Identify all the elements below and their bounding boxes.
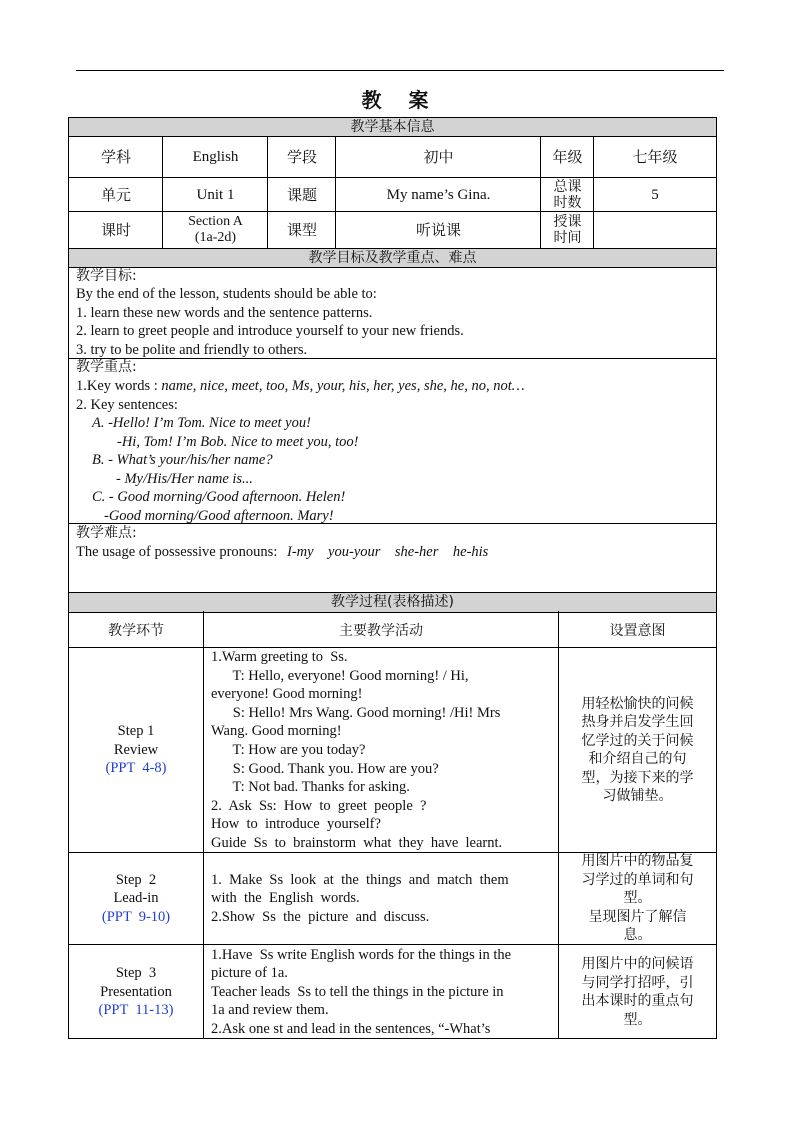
intent-line: 用图片中的问候语 (581, 956, 694, 972)
step-intent (559, 853, 716, 944)
basic-info-cell: 学段 (286, 148, 317, 166)
activity-line: T: Hello, everyone! Good morning! / Hi, (211, 667, 469, 684)
activity-line: 2.Ask one st and lead in the sentences, “-What’s (211, 1020, 491, 1037)
step-intent (559, 945, 716, 1039)
step: Step 1 (117, 723, 155, 740)
key-words: name, nice, meet, too, Ms, your, his, her, yes, she, he, no, not… (161, 378, 525, 394)
section-header-basic-info: 教学基本信息 (69, 118, 716, 137)
step-stage-cell (69, 648, 203, 852)
intent-line: 型。 (623, 1011, 652, 1028)
key-sentence: C. - Good morning/Good afternoon. Helen! (92, 489, 346, 505)
basic-info-cell: 课题 (286, 185, 317, 204)
basic-info-cell: English (192, 149, 239, 165)
basic-info-cell: 单元 (100, 185, 131, 204)
step-activities (211, 648, 551, 853)
key-sentence: -Good morning/Good afternoon. Mary! (104, 507, 334, 524)
basic-info-cell: 授课 时间 (553, 214, 582, 246)
key-sentence: A. -Hello! I’m Tom. Nice to meet you! (92, 415, 311, 431)
goal-label: 教学目标: (76, 268, 137, 284)
basic-info-cell: 年级 (552, 148, 583, 166)
step-stage-cell (69, 853, 203, 944)
basic-info-cell: 学科 (100, 148, 131, 166)
difficult-label: 教学难点: (76, 525, 137, 541)
activity-line: S: Hello! Mrs Wang. Good morning! /Hi! Mrs (211, 704, 501, 721)
difficult-line (76, 543, 716, 562)
step: Step 3 (115, 965, 157, 982)
activity-line: 2.Show Ss the picture and discuss. (211, 908, 430, 925)
step-name: Presentation (100, 983, 172, 1000)
basic-info-cell: 七年级 (632, 148, 678, 166)
intent-line: 与同学打招呼，引 (581, 974, 694, 991)
activity-line: S: Good. Thank you. How are you? (211, 760, 439, 777)
key-words-prefix: 1.Key words : (76, 378, 158, 394)
basic-info-cell: Section A (1a-2d) (188, 214, 243, 245)
activity-line: Teacher leads Ss to tell the things in the picture in (211, 983, 504, 1000)
step-name: Review (113, 741, 159, 758)
step-ppt: (PPT 4-8) (105, 760, 167, 777)
key-sentence: B. - What’s your/his/her name? (92, 452, 273, 468)
basic-info-cell: 总课 时数 (553, 178, 582, 211)
basic-info-cell: 课型 (286, 221, 317, 239)
intent-line: 忆学过的关于问候 (581, 732, 694, 749)
key-sentences-label: 2. Key sentences: (76, 396, 178, 413)
step-ppt: (PPT 9-10) (101, 908, 171, 925)
key-label: 教学重点: (76, 359, 137, 375)
basic-info-cell (594, 212, 716, 248)
intent-line: 习做铺垫。 (602, 788, 673, 804)
intent-line: 热身并启发学生回 (581, 714, 694, 730)
intent-line: 息。 (623, 927, 652, 944)
activity-line: everyone! Good morning! (211, 686, 363, 703)
intent-line: 用轻松愉快的问候 (581, 695, 694, 712)
goal-line: 2. learn to greet people and introduce yourself to your new friends. (76, 323, 464, 339)
activity-line: picture of 1a. (211, 965, 288, 982)
page-title: 教 案 (361, 88, 439, 112)
activity-line: 1. Make Ss look at the things and match them (211, 871, 509, 888)
activity-line: Wang. Good morning! (211, 723, 342, 740)
header-rule (76, 70, 724, 71)
activity-line: How to introduce yourself? (211, 816, 381, 833)
intent-line: 型，为接下来的学 (581, 769, 694, 786)
intent-line: 出本课时的重点句 (581, 993, 694, 1009)
basic-info-cell: Unit 1 (196, 186, 235, 203)
intent-line: 呈现图片了解信 (588, 908, 687, 925)
step-ppt: (PPT 11-13) (98, 1002, 174, 1019)
step: Step 2 (115, 871, 157, 888)
key-sentence: - My/His/Her name is... (116, 470, 253, 487)
step-activities (211, 871, 551, 927)
section-header-process: 教学过程(表格描述) (69, 593, 716, 613)
difficult-items: I-my you-your she-her he-his (286, 544, 489, 560)
col-header-activities: 主要教学活动 (339, 622, 423, 639)
step-intent (559, 648, 716, 852)
step-activities (211, 946, 551, 1039)
activity-line: T: Not bad. Thanks for asking. (211, 779, 410, 796)
col-header-stage: 教学环节 (108, 622, 164, 639)
key-sentence: -Hi, Tom! I’m Bob. Nice to meet you, too! (117, 433, 359, 450)
section-header-objectives: 教学目标及教学重点、难点 (69, 249, 716, 268)
basic-info-cell: 听说课 (415, 221, 461, 239)
goal-line: 1. learn these new words and the sentence patterns. (76, 304, 373, 321)
basic-info-cell: 初中 (423, 148, 454, 166)
key-words-line (76, 377, 716, 396)
basic-info-cell: 5 (651, 186, 659, 203)
intent-line: 习学过的单词和句 (581, 871, 694, 888)
intent-line: 和介绍自己的句 (588, 751, 687, 767)
goal-line: 3. try to be polite and friendly to others. (76, 341, 308, 358)
intent-line: 型。 (623, 890, 652, 907)
activity-line: 2. Ask Ss: How to greet people ? (211, 797, 427, 814)
activity-line: with the English words. (211, 890, 360, 907)
basic-info-cell: 课时 (100, 221, 131, 239)
difficult-prefix: The usage of possessive pronouns: (76, 544, 278, 560)
activity-line: T: How are you today? (211, 741, 366, 758)
step-stage-cell (69, 945, 203, 1039)
basic-info-cell: My name’s Gina. (386, 186, 491, 203)
activity-line: 1.Have Ss write English words for the things in the (211, 946, 512, 963)
goal-line: By the end of the lesson, students should be able to: (76, 286, 377, 302)
col-header-intent: 设置意图 (609, 622, 666, 639)
activity-line: Guide Ss to brainstorm what they have learnt. (211, 834, 503, 851)
activity-line: 1.Warm greeting to Ss. (211, 649, 348, 665)
step-name: Lead-in (113, 890, 159, 907)
intent-line: 用图片中的物品复 (581, 853, 694, 870)
activity-line: 1a and review them. (211, 1002, 329, 1019)
